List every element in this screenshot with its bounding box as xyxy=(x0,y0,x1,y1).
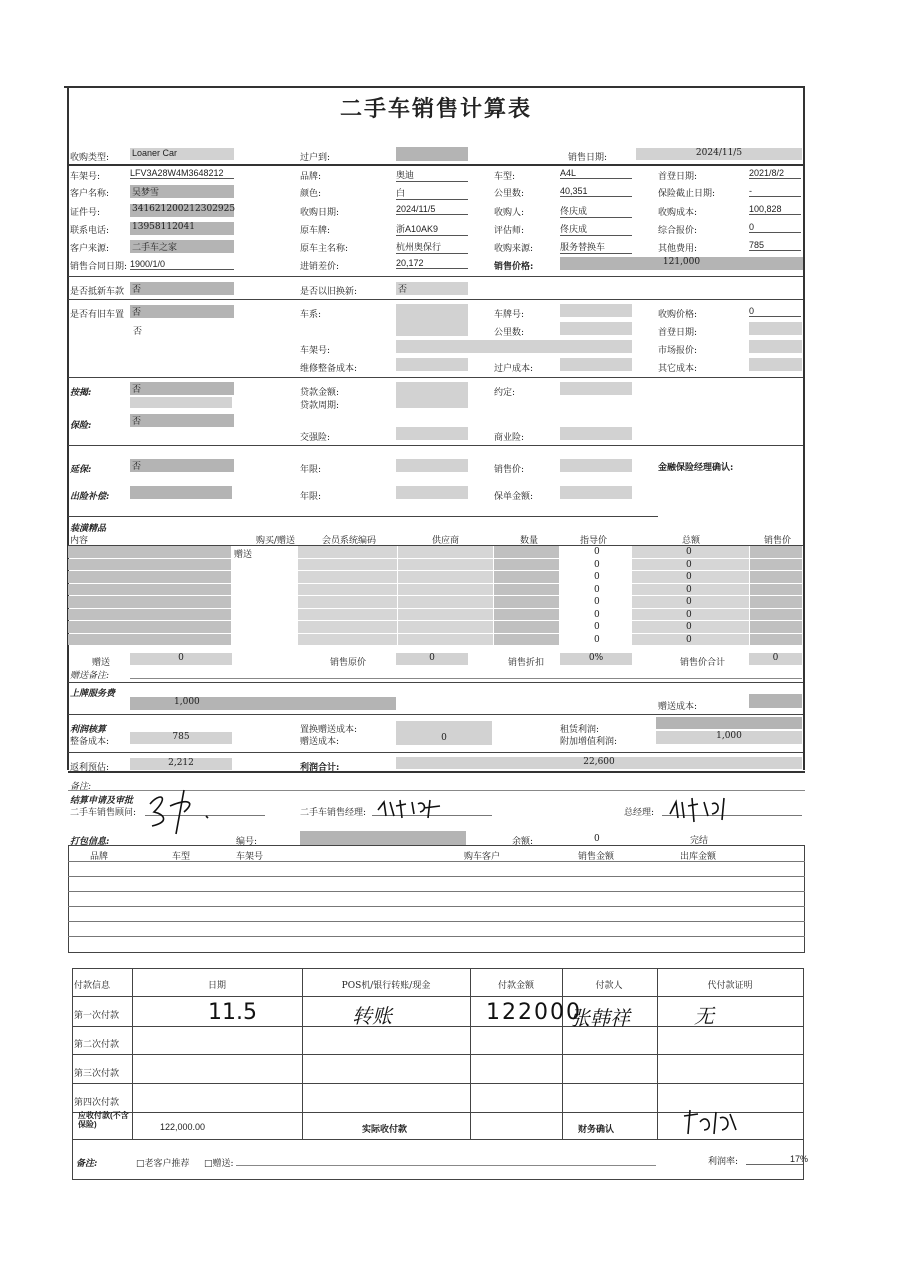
loan-value: 否 xyxy=(130,382,234,395)
acc-cell-4-7 xyxy=(750,596,802,608)
profit-section: 利润核算 xyxy=(70,725,107,735)
balance-value: 0 xyxy=(594,834,600,844)
acc-cell-0-3 xyxy=(398,546,493,558)
acc-cell-2-2 xyxy=(298,571,397,583)
insurance-value: - xyxy=(749,186,801,197)
ins-label: 保险: xyxy=(70,421,92,431)
first-reg-label: 首登日期: xyxy=(658,172,698,182)
due-value: 122,000.00 xyxy=(160,1122,206,1132)
acc-cell-2-4 xyxy=(494,571,559,583)
acc-sum-0: 0 xyxy=(686,547,692,557)
pkg-row-0 xyxy=(68,861,805,862)
acc-cell-0-4 xyxy=(494,546,559,558)
acc-disc-label: 销售折扣 xyxy=(508,658,545,668)
pay-header-5: 代付款证明 xyxy=(707,981,753,991)
acc-cell-5-7 xyxy=(750,609,802,621)
acq-source-value: 服务替换车 xyxy=(560,240,632,254)
pay1-date: 11.5 xyxy=(208,1000,257,1025)
acc-header-0: 内容 xyxy=(70,536,89,546)
approval-note-label: 备注: xyxy=(70,782,92,792)
acc-cell-2-1 xyxy=(232,571,297,583)
brand-value: 奥迪 xyxy=(396,168,468,182)
mileage-value: 40,351 xyxy=(560,186,632,197)
agree-label: 约定: xyxy=(494,388,516,398)
vehicle-cost-value: 785 xyxy=(130,732,232,744)
plateno-box xyxy=(560,304,632,317)
oldnew-value: 否 xyxy=(396,282,468,295)
insurance-label: 保险截止日期: xyxy=(658,189,716,199)
acc-total-value: 0 xyxy=(749,653,802,665)
brand-label: 品牌: xyxy=(300,172,322,182)
pkg-row-4 xyxy=(68,921,805,922)
oldcar-label: 是否有旧车置 xyxy=(70,310,125,320)
acc-guide-4: 0 xyxy=(594,597,600,607)
ext-label: 延保: xyxy=(70,465,92,475)
rebate-value: 2,212 xyxy=(130,758,232,770)
balance-label: 余额: xyxy=(512,837,534,847)
other-fee-value: 785 xyxy=(749,240,801,251)
acc-cell-7-0 xyxy=(68,634,231,646)
pkg-header-3: 购车客户 xyxy=(464,852,501,862)
series-box xyxy=(396,304,468,336)
years2-label: 年限: xyxy=(300,492,322,502)
customer-value: 吴梦雪 xyxy=(130,185,234,198)
first-reg-value: 2021/8/2 xyxy=(749,168,801,179)
pkg-row-3 xyxy=(68,906,805,907)
acc-header-7: 销售价 xyxy=(764,536,792,546)
ti-km-box xyxy=(560,322,632,335)
pay-header-0: 付款信息 xyxy=(74,981,111,991)
accessories-table xyxy=(68,533,803,643)
model-label: 车型: xyxy=(494,172,516,182)
due-label: 应收付款(不含保险) xyxy=(78,1111,129,1129)
purchase-cost-label: 收购成本: xyxy=(658,208,698,218)
pay-row-label-3: 第四次付款 xyxy=(74,1098,120,1108)
plate-label: 原车牌: xyxy=(300,226,331,236)
acc-guide-2: 0 xyxy=(594,572,600,582)
pkg-header-1: 车型 xyxy=(172,852,191,862)
swap-label: 置换赠送成本: xyxy=(300,725,358,735)
confirm-label: 金融保险经理确认: xyxy=(658,463,734,473)
oldcar-value-2: 否 xyxy=(133,327,143,337)
footer-note-label: 备注: xyxy=(76,1159,98,1169)
color-label: 颜色: xyxy=(300,189,322,199)
footer-box xyxy=(72,1140,804,1180)
footer-gift: □赠送: xyxy=(204,1159,234,1169)
acc-sum-4: 0 xyxy=(686,597,692,607)
acc-sum-5: 0 xyxy=(686,609,692,620)
acc-cell-4-4 xyxy=(494,596,559,608)
package-section: 打包信息: xyxy=(70,837,110,847)
finance-signature xyxy=(680,1108,740,1138)
appraiser-label: 评估师: xyxy=(494,226,525,236)
package-done: 完结 xyxy=(690,836,709,846)
purchase-cost-value: 100,828 xyxy=(749,204,801,215)
acq-source-label: 收购来源: xyxy=(494,244,534,254)
id-label: 证件号: xyxy=(70,208,101,218)
acc-disc-value: 0% xyxy=(560,653,632,665)
acc-header-5: 指导价 xyxy=(580,536,608,546)
acc-header-4: 数量 xyxy=(520,536,539,546)
id-value: 341621200212302925 xyxy=(130,204,234,217)
page-title: 二手车销售计算表 xyxy=(340,96,533,122)
sale-price-label: 销售价: xyxy=(494,465,525,475)
acc-header-1: 购买/赠送 xyxy=(256,536,296,546)
loan-amount-label: 贷款金额: xyxy=(300,388,340,398)
acc-sum-2: 0 xyxy=(686,572,692,582)
acc-guide-7: 0 xyxy=(594,634,600,645)
diff-value: 20,172 xyxy=(396,258,468,269)
acc-cell-1-4 xyxy=(494,559,559,571)
compulsory-label: 交强险: xyxy=(300,433,331,443)
acc-cell-7-7 xyxy=(750,634,802,646)
acc-cell-0-2 xyxy=(298,546,397,558)
acc-guide-6: 0 xyxy=(594,622,600,632)
other-fee-label: 其他费用: xyxy=(658,244,698,254)
owner-value: 杭州奥保行 xyxy=(396,240,468,254)
pkg-row-1 xyxy=(68,876,805,877)
customer-label: 客户名称: xyxy=(70,189,110,199)
price-value: 121,000 xyxy=(560,257,803,270)
acc-cell-1-0 xyxy=(68,559,231,571)
acc-cell-5-4 xyxy=(494,609,559,621)
pkg-header-2: 车架号 xyxy=(236,852,264,862)
contract-value: 1900/1/0 xyxy=(130,259,234,270)
acc-guide-3: 0 xyxy=(594,584,600,595)
outer-left xyxy=(67,86,69,770)
phone-label: 联系电话: xyxy=(70,226,110,236)
pay-header-3: 付款金额 xyxy=(497,981,534,991)
acc-cell-1-2 xyxy=(298,559,397,571)
pkg-header-0: 品牌 xyxy=(90,852,109,862)
margin-value: 17% xyxy=(790,1154,809,1164)
gm-label: 总经理: xyxy=(624,808,655,818)
ins-value: 否 xyxy=(130,414,234,427)
acc-sum-3: 0 xyxy=(686,584,692,595)
acqprice-label: 收购价格: xyxy=(658,310,698,320)
quote-label: 综合报价: xyxy=(658,226,698,236)
margin-label: 利润率: xyxy=(708,1157,739,1167)
pay1-proof: 无 xyxy=(694,1004,714,1028)
pay1-payer: 张韩祥 xyxy=(570,1006,630,1030)
acc-gift-label: 赠送 xyxy=(92,658,111,668)
footer-old-ref: □老客户推荐 xyxy=(136,1159,190,1169)
acc-cell-5-1 xyxy=(232,609,297,621)
buyer-value: 佟庆成 xyxy=(560,204,632,218)
acc-cell-2-7 xyxy=(750,571,802,583)
pay-hline-2 xyxy=(72,1054,804,1055)
acc-cell-2-3 xyxy=(398,571,493,583)
acc-cell-3-1 xyxy=(232,584,297,596)
loan-term-label: 贷款周期: xyxy=(300,401,340,411)
ti-km-label: 公里数: xyxy=(494,328,525,338)
pay-header-4: 付款人 xyxy=(595,981,623,991)
acc-guide-5: 0 xyxy=(594,609,600,620)
oldcar-value: 否 xyxy=(130,305,234,318)
price-label: 销售价格: xyxy=(494,262,534,272)
acc-sum-1: 0 xyxy=(686,559,692,570)
acc-cell-7-1 xyxy=(232,634,297,646)
acc-cell-0-0 xyxy=(68,546,231,558)
acc-gift-value: 0 xyxy=(130,653,232,665)
acc-cell-1-1 xyxy=(232,559,297,571)
plate-fee: 1,000 xyxy=(130,697,396,710)
acc-cell-1-3 xyxy=(398,559,493,571)
ti-firstreg-box xyxy=(749,322,802,335)
acc-cell-6-3 xyxy=(398,621,493,633)
gm-signature xyxy=(666,796,736,826)
acc-cell-6-7 xyxy=(750,621,802,633)
diff-label: 进销差价: xyxy=(300,262,340,272)
repair-label: 维修整备成本: xyxy=(300,364,358,374)
package-table xyxy=(68,845,805,953)
pkg-row-5 xyxy=(68,936,805,937)
ti-firstreg-label: 首登日期: xyxy=(658,328,698,338)
plate-gift-label: 赠送成本: xyxy=(658,702,698,712)
claim-label: 出险补偿: xyxy=(70,492,110,502)
pay1-method: 转账 xyxy=(352,1004,392,1028)
acc-cell-3-3 xyxy=(398,584,493,596)
acc-cell-7-4 xyxy=(494,634,559,646)
pay-row-label-2: 第三次付款 xyxy=(74,1069,120,1079)
pay-header-2: POS机/银行转账/现金 xyxy=(341,981,431,991)
profit-total-value: 22,600 xyxy=(396,757,802,769)
acc-total-label: 销售价合计 xyxy=(680,658,726,668)
actual-label: 实际收付款 xyxy=(362,1124,408,1134)
pay-hline-0 xyxy=(72,996,804,997)
vin-label: 车架号: xyxy=(70,172,101,182)
pay-header-1: 日期 xyxy=(207,981,226,991)
pay-hline-3 xyxy=(72,1083,804,1084)
plateno-label: 车牌号: xyxy=(494,310,525,320)
manager-label: 二手车销售经理: xyxy=(300,808,367,818)
acc-note-label: 赠送备注: xyxy=(70,671,110,681)
ti-other-label: 其它成本: xyxy=(658,364,698,374)
acc-orig-value: 0 xyxy=(396,653,468,665)
acc-cell-2-0 xyxy=(68,571,231,583)
vin-value: LFV3A28W4M3648212 xyxy=(130,168,234,179)
acc-header-6: 总额 xyxy=(682,536,701,546)
agree-box xyxy=(560,382,632,395)
sale-date-value: 2024/11/5 xyxy=(636,148,802,160)
loan-label: 按揭: xyxy=(70,388,92,398)
source-label: 客户来源: xyxy=(70,244,110,254)
source-value: 二手车之家 xyxy=(130,240,234,253)
ti-other-box xyxy=(749,358,802,371)
acc-cell-5-3 xyxy=(398,609,493,621)
consultant-signature xyxy=(140,782,230,842)
purchase-date-label: 收购日期: xyxy=(300,208,340,218)
acc-cell-0-7 xyxy=(750,546,802,558)
profit-total-label: 利润合计: xyxy=(300,763,340,773)
market-label: 市场报价: xyxy=(658,346,698,356)
acc-cell-3-4 xyxy=(494,584,559,596)
phone-value: 13958112041 xyxy=(130,222,234,235)
acc-cell-5-2 xyxy=(298,609,397,621)
plate-section: 上牌服务费 xyxy=(70,689,116,699)
acc-guide-1: 0 xyxy=(594,559,600,570)
transfer-box xyxy=(396,147,468,161)
acc-cell-4-3 xyxy=(398,596,493,608)
acc-cell-4-0 xyxy=(68,596,231,608)
purchase-date-value: 2024/11/5 xyxy=(396,204,468,215)
newcar-value: 否 xyxy=(130,282,234,295)
commercial-label: 商业险: xyxy=(494,433,525,443)
outer-right xyxy=(803,86,805,770)
addon-value: 1,000 xyxy=(656,731,802,744)
acc-sum-7: 0 xyxy=(686,634,692,645)
pkg-header-4: 销售金额 xyxy=(578,852,615,862)
acc-cell-7-2 xyxy=(298,634,397,646)
ext-value: 否 xyxy=(130,459,234,472)
acc-cell-4-1 xyxy=(232,596,297,608)
sale-date-label: 销售日期: xyxy=(568,153,608,163)
appraiser-value: 佟庆成 xyxy=(560,222,632,236)
fin-label: 财务确认 xyxy=(578,1124,615,1134)
model-value: A4L xyxy=(560,168,632,179)
acc-cell-3-7 xyxy=(750,584,802,596)
loan-amount-box xyxy=(396,382,468,408)
ti-transfer-label: 过户成本: xyxy=(494,364,534,374)
acc-cell-6-0 xyxy=(68,621,231,633)
rebate-label: 返利预估: xyxy=(70,763,110,773)
purchase-type-value: Loaner Car xyxy=(130,148,234,160)
ti-vin-label: 车架号: xyxy=(300,346,331,356)
package-no-label: 编号: xyxy=(236,837,258,847)
oldnew-label: 是否以旧换新: xyxy=(300,287,358,297)
approval-section: 结算申请及审批 xyxy=(70,796,134,806)
market-box xyxy=(749,340,802,353)
profit-gift-label: 赠送成本: xyxy=(300,737,340,747)
acc-cell-3-2 xyxy=(298,584,397,596)
acc-cell-6-4 xyxy=(494,621,559,633)
acc-cell-1-7 xyxy=(750,559,802,571)
acc-cell-7-3 xyxy=(398,634,493,646)
plate-value: 浙A10AK9 xyxy=(396,222,468,236)
profit-gift-value: 0 xyxy=(396,721,492,745)
acc-cell-6-1 xyxy=(232,621,297,633)
pay1-amount: 122000 xyxy=(486,1000,582,1025)
manager-signature xyxy=(374,796,454,822)
mileage-label: 公里数: xyxy=(494,189,525,199)
outer-top xyxy=(64,86,804,88)
acc-cell-3-0 xyxy=(68,584,231,596)
consultant-label: 二手车销售顾问: xyxy=(70,808,137,818)
acc-orig-label: 销售原价 xyxy=(330,658,367,668)
quote-value: 0 xyxy=(749,222,801,233)
acc-cell-4-2 xyxy=(298,596,397,608)
acc-guide-0: 0 xyxy=(594,547,600,557)
contract-label: 销售合同日期: xyxy=(70,262,128,272)
series-label: 车系: xyxy=(300,310,322,320)
pay-row-label-0: 第一次付款 xyxy=(74,1011,120,1021)
buyer-label: 收购人: xyxy=(494,208,525,218)
acc-cell-6-2 xyxy=(298,621,397,633)
purchase-type-label: 收购类型: xyxy=(70,153,110,163)
color-value: 白 xyxy=(396,186,468,200)
owner-label: 原车主名称: xyxy=(300,244,349,254)
policy-label: 保单金额: xyxy=(494,492,534,502)
addon-label: 附加增值利润: xyxy=(560,737,618,747)
repair-box xyxy=(396,358,468,371)
acc-section: 装潢精品 xyxy=(70,524,107,534)
pkg-row-2 xyxy=(68,891,805,892)
ti-transfer-box xyxy=(560,358,632,371)
acc-first-type: 赠送 xyxy=(234,550,253,560)
transfer-label: 过户到: xyxy=(300,153,331,163)
acc-cell-5-0 xyxy=(68,609,231,621)
acc-header-3: 供应商 xyxy=(432,536,460,546)
years-label: 年限: xyxy=(300,465,322,475)
pay-row-label-1: 第二次付款 xyxy=(74,1040,120,1050)
ti-vin-box xyxy=(396,340,632,353)
acc-header-2: 会员系统编码 xyxy=(322,536,377,546)
newcar-label: 是否抵新车款 xyxy=(70,287,125,297)
rent-label: 租赁利润: xyxy=(560,725,600,735)
pkg-header-5: 出库金额 xyxy=(680,852,717,862)
vehicle-cost-label: 整备成本: xyxy=(70,737,110,747)
acc-sum-6: 0 xyxy=(686,622,692,632)
acqprice-value: 0 xyxy=(749,306,801,317)
